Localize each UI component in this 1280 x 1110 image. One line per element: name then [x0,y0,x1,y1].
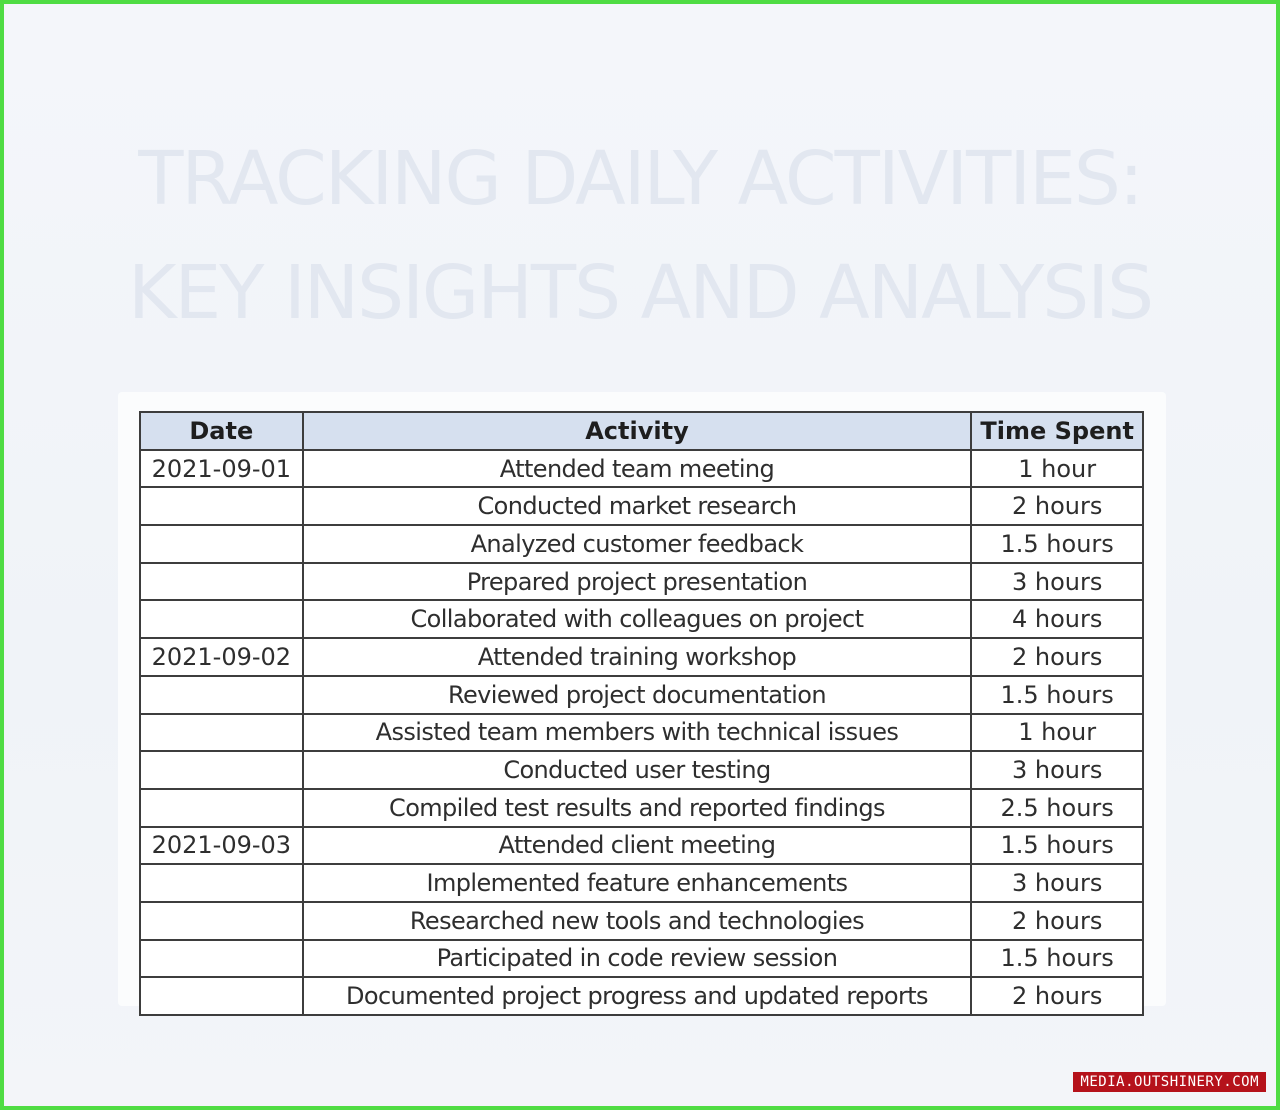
date-cell [140,676,303,714]
activity-cell: Conducted market research [303,487,972,525]
date-cell: 2021-09-01 [140,450,303,488]
activity-cell: Analyzed customer feedback [303,525,972,563]
activity-cell: Researched new tools and technologies [303,902,972,940]
activity-cell: Attended client meeting [303,827,972,865]
date-cell [140,940,303,978]
page-title-line-1: TRACKING DAILY ACTIVITIES: [138,136,1142,222]
header-activity: Activity [303,412,972,450]
time-spent-cell: 2.5 hours [971,789,1143,827]
activity-cell: Participated in code review session [303,940,972,978]
date-cell [140,525,303,563]
time-spent-cell: 1.5 hours [971,940,1143,978]
table-row [140,563,1143,601]
time-spent-cell: 2 hours [971,487,1143,525]
date-cell [140,600,303,638]
date-cell [140,714,303,752]
activity-cell: Reviewed project documentation [303,676,972,714]
table-row [140,940,1143,978]
table-row [140,751,1143,789]
table-row [140,450,1143,488]
page-title-line-2: KEY INSIGHTS AND ANALYSIS [127,250,1153,336]
date-cell [140,751,303,789]
table-row [140,902,1143,940]
header-time-spent: Time Spent [971,412,1143,450]
table-row [140,977,1143,1015]
time-spent-cell: 2 hours [971,902,1143,940]
date-cell [140,977,303,1015]
time-spent-cell: 1.5 hours [971,827,1143,865]
time-spent-cell: 1 hour [971,450,1143,488]
table-header-row [140,412,1143,450]
table-row [140,714,1143,752]
time-spent-cell: 3 hours [971,751,1143,789]
table-row [140,864,1143,902]
date-cell: 2021-09-03 [140,827,303,865]
activity-cell: Compiled test results and reported findings [303,789,972,827]
table-row [140,600,1143,638]
time-spent-cell: 1.5 hours [971,676,1143,714]
table-row [140,487,1143,525]
activity-cell: Implemented feature enhancements [303,864,972,902]
time-spent-cell: 2 hours [971,977,1143,1015]
activity-cell: Attended training workshop [303,638,972,676]
date-cell [140,902,303,940]
date-cell [140,789,303,827]
time-spent-cell: 3 hours [971,563,1143,601]
time-spent-cell: 3 hours [971,864,1143,902]
time-spent-cell: 4 hours [971,600,1143,638]
date-cell [140,487,303,525]
activity-cell: Assisted team members with technical issues [303,714,972,752]
table-row [140,789,1143,827]
table-row [140,827,1143,865]
table-row [140,525,1143,563]
activity-cell: Prepared project presentation [303,563,972,601]
activity-cell: Attended team meeting [303,450,972,488]
time-spent-cell: 2 hours [971,638,1143,676]
activity-table [139,411,1144,1016]
date-cell: 2021-09-02 [140,638,303,676]
watermark: MEDIA.OUTSHINERY.COM [1073,1072,1266,1092]
time-spent-cell: 1.5 hours [971,525,1143,563]
table-row [140,676,1143,714]
activity-cell: Documented project progress and updated reports [303,977,972,1015]
activity-cell: Conducted user testing [303,751,972,789]
table-row [140,638,1143,676]
date-cell [140,563,303,601]
activity-cell: Collaborated with colleagues on project [303,600,972,638]
table-body [140,450,1143,1015]
time-spent-cell: 1 hour [971,714,1143,752]
header-date: Date [140,412,303,450]
date-cell [140,864,303,902]
